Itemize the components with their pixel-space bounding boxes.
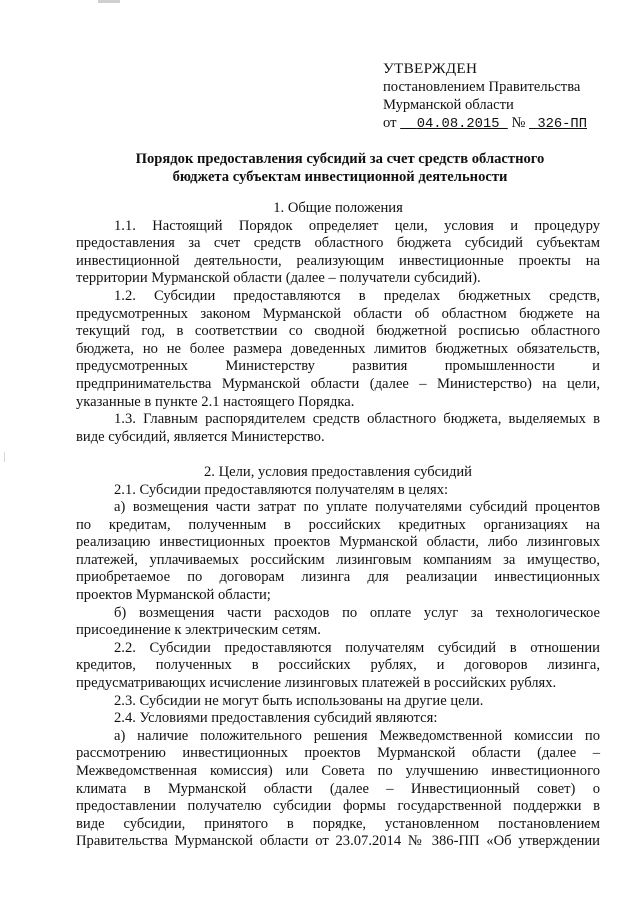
text-line: Межведомственная комиссия) или Совета по улучшению инвестиционного	[76, 763, 600, 779]
paragraph-2-1-b	[76, 605, 600, 640]
paragraph-2-1	[76, 482, 600, 500]
title-line-2: бюджета субъектам инвестиционной деятельности	[172, 169, 508, 185]
text-line: присоединение к электрическим сетям.	[76, 622, 321, 639]
title-line-1: Порядок предоставления субсидий за счет средств областного	[135, 151, 545, 167]
text-line: 1.2. Субсидии предоставляются в пределах бюджетных средств,	[114, 287, 600, 304]
text-line: приобретаемое по договорам лизинга для реализации инвестиционных	[76, 569, 600, 586]
text-line: проектов Мурманской области;	[76, 587, 271, 604]
margin-mark	[4, 452, 5, 462]
number-sign: №	[511, 115, 526, 131]
approval-heading: УТВЕРЖДЕН	[383, 60, 478, 77]
text-line: текущий год, в соответствии со сводной бюджетной росписью областного	[76, 323, 600, 340]
text-line: по кредитам, полученным в российских кредитных организациях на	[76, 516, 600, 533]
approval-date: 04.08.2015	[416, 117, 500, 132]
paragraph-2-1-a	[76, 499, 600, 605]
text-line: территории Мурманской области (далее – получатели субсидий).	[76, 270, 481, 287]
text-line: а) возмещения части затрат по уплате получателями субсидий процентов	[114, 499, 600, 516]
text-line: виде субсидий, является Министерство.	[76, 428, 325, 445]
text-line: б) возмещения части расходов по оплате услуг за технологическое	[114, 604, 600, 621]
document-body	[76, 200, 600, 851]
text-line: Правительства Мурманской области от 23.07.2014 № 386-ПП «Об утверждении	[76, 833, 600, 850]
text-line: рассмотрению инвестиционных проектов Мурманской области (далее –	[76, 745, 600, 762]
text-line: климата в Мурманской области (далее – Инвестиционный совет) о	[76, 780, 600, 797]
document-title	[60, 150, 620, 186]
text-line: платежей, уплачиваемых российским лизинговым компаниям за имущество,	[76, 551, 600, 568]
text-line: указанные в пункте 2.1 настоящего Порядка.	[76, 393, 355, 410]
text-line: предусмотренных Министерству развития промышленности и	[76, 358, 600, 375]
text-line: 1.3. Главным распорядителем средств областного бюджета, выделяемых в	[114, 411, 600, 428]
approval-line-1: постановлением Правительства	[383, 79, 581, 95]
text-line: предусмотренных законом Мурманской области об областном бюджете на	[76, 305, 600, 322]
text-line: 2.1. Субсидии предоставляются получателям в целях:	[114, 481, 449, 498]
approval-line-2: Мурманской области	[383, 97, 514, 113]
paragraph-2-2	[76, 640, 600, 693]
date-prefix: от	[383, 115, 397, 131]
paragraph-2-4	[76, 710, 600, 728]
text-line: 2.4. Условиями предоставления субсидий являются:	[114, 710, 438, 727]
paragraph-2-4-a	[76, 728, 600, 851]
text-line: реализацию инвестиционных проектов Мурманской области, либо лизинговых	[76, 534, 600, 551]
paragraph-1-2	[76, 288, 600, 411]
text-line: предпринимательства Мурманской области (далее – Министерство) на цели,	[76, 375, 600, 392]
section-1-heading: 1. Общие положения	[273, 200, 403, 216]
text-line: виде субсидии, принятого в порядке, установленном постановлением	[76, 815, 600, 832]
text-line: 2.3. Субсидии не могут быть использованы на другие цели.	[114, 692, 484, 709]
approval-stamp	[383, 60, 587, 134]
text-line: 2.2. Субсидии предоставляются получателям субсидий в отношении	[114, 639, 600, 656]
text-line: бюджета, но не более размера доведенных лимитов бюджетных обязательств,	[76, 340, 600, 357]
text-line: инвестиционной деятельности, реализующим инвестиционные проекты на	[76, 252, 600, 269]
spacer	[76, 446, 600, 464]
paragraph-2-3	[76, 693, 600, 711]
text-line: кредитов, полученных в российских рублях, и договоров лизинга,	[76, 657, 600, 674]
approval-date-line	[383, 114, 587, 134]
section-2-heading: 2. Цели, условия предоставления субсидий	[204, 463, 472, 480]
text-line: а) наличие положительного решения Межведомственной комиссии по	[114, 727, 600, 744]
scan-artifact	[98, 0, 120, 3]
text-line: предоставления за счет средств областного бюджета субсидий субъектам	[76, 235, 600, 252]
paragraph-1-3	[76, 411, 600, 446]
text-line: 1.1. Настоящий Порядок определяет цели, условия и процедуру	[114, 217, 600, 234]
approval-number: 326-ПП	[537, 117, 587, 132]
paragraph-1-1	[76, 218, 600, 288]
text-line: предоставлении получателю субсидии формы государственной поддержки в	[76, 798, 600, 815]
text-line: предусматривающих исчисление лизинговых платежей в российских рублях.	[76, 675, 557, 692]
